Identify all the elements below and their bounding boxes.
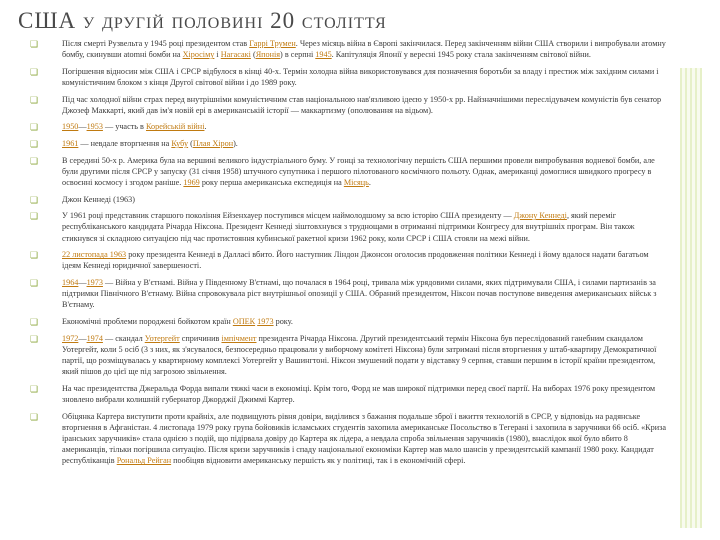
item-text: Економічні проблеми породжені бойкотом країн: [62, 316, 233, 326]
item-text: —: [78, 122, 87, 132]
bullet-icon: ❏: [30, 39, 39, 49]
item-text: Погіршення відносин між США і СРСР відбулося в кінці 40-х. Термін холодна війна використовувався для позначення боротьби за владу і престиж між західним силами і комуністичним блоком з кінця Другої світової війни і до 1989 року.: [62, 66, 659, 87]
text-link[interactable]: Гаррі Трумен: [249, 39, 296, 48]
item-text: (: [250, 50, 256, 60]
list-item: [28, 210, 668, 244]
item-text: (: [188, 138, 193, 148]
item-text: Обіцянка Картера виступити проти крайніх, але подвищують рівня довіри, виділився з бажання подальше зброї і вжиття технологій в СРСР, у відповідь на радянське вторгнення в Афганістан. 4 листопада 1979 року група бойовиків ісламських студентів захопила американське Посольство в Тегерані і захопила в заручники 66 осіб. «Криза іранських заручників» стала однією з подій, що підірвала довіру до Картера як лідера, а невдала спроба звільнення заручників (1980), внаслідок якої було вбито 8 американців, тільки погіршила ситуацію. Після кризи заручників і спаду національної економіки Картер мав мало шансів у президентській кампанії 1980 року. Кандидат республіканців: [62, 411, 666, 466]
text-link[interactable]: імпічмент: [221, 333, 257, 343]
text-link[interactable]: Кубу: [171, 138, 189, 148]
text-link[interactable]: 1972: [62, 333, 79, 343]
text-link[interactable]: Плая Хірон: [192, 138, 234, 148]
bullet-icon: ❏: [30, 138, 39, 149]
bullet-icon: ❏: [30, 277, 39, 288]
text-link[interactable]: ОПЕК: [232, 316, 256, 326]
text-link[interactable]: Джону Кеннеді: [513, 211, 567, 221]
text-link[interactable]: Хіросіму: [182, 50, 215, 60]
item-text: Під час холодної війни страх перед внутрішніми комуністичним став національною нав'язливою ідеєю у 1950-х рр. Найзначнішими переслідувачем комуністів був сенатор Джозеф Маккарті, який дав ім'я новій ері в американській історії — маккартизму (ополювання на відьом).: [62, 94, 662, 115]
text-link[interactable]: Нагасакі: [220, 50, 251, 60]
page-title: США у другій половині 20 століття: [18, 8, 387, 33]
text-link[interactable]: Уотергейт: [144, 333, 180, 343]
item-text: — невдале вторгнення на: [78, 138, 172, 148]
text-link[interactable]: 1945: [315, 50, 332, 60]
bullet-icon: ❏: [30, 250, 39, 261]
item-text: Джон Кеннеді (1963): [62, 194, 135, 204]
bullet-icon: ❏: [30, 94, 39, 105]
bullet-icon: ❏: [30, 383, 39, 394]
item-text: ) в серпні: [280, 50, 316, 60]
text-link[interactable]: 1973: [86, 277, 103, 287]
text-link[interactable]: Місяць: [343, 177, 369, 187]
text-link[interactable]: 1973: [257, 316, 274, 326]
bullet-icon: ❏: [30, 122, 39, 133]
item-text: року.: [273, 316, 293, 326]
item-text: В середині 50-х р. Америка була на вершині великого індустріального буму. У гонці за технологічну першість США першими провели випробування водневої бомби, але були другими після СРСР у запуску (31 січня 1958) штучного супутника і першого пілотованого космічного польоту. Однак, американці домоглися швидкого прогресу в освоєнні космосу і згодом раніше.: [62, 155, 655, 187]
item-text: пообіцяв відновити американську першість як у політиці, так і в економічній сфері.: [171, 456, 466, 466]
item-text: Після смерті Рузвельта у 1945 році президентом став: [62, 39, 250, 48]
item-text: . Через місяць війна в Європі закінчилася. Перед закінченням війни США створили і випробували атомну бомбу, скинувши atomні бомби на: [62, 39, 666, 60]
list-item: [28, 121, 668, 132]
list-item: [28, 277, 668, 311]
list-item: [28, 194, 668, 205]
list-item: [28, 249, 668, 271]
decorative-stripe: [680, 68, 702, 528]
list-item: [28, 411, 668, 467]
bullet-icon: ❏: [30, 411, 39, 422]
list-item: [28, 316, 668, 327]
item-text: —: [78, 333, 87, 343]
item-text: —: [78, 277, 87, 287]
item-text: президента Річарда Ніксона. Другий президентський термін Ніксона був переслідований ганебним скандалом Уотергейт, коли 5 осіб (3 з них, як з'ясувалося, безпосередньо працювали у виборчому комітеті Ніксона) були затримані після вторгнення у штаб-квартиру Демократичної партії, що розміщувалась у квартирному комплексі Уотергейт у Вашингтоні. Ніксон змушений подати у відставку 9 серпня, ставши першим в історії країни президентом, який пішов до цієї ще під загрозою звільнення.: [62, 333, 657, 377]
item-text: . Капітуляція Японії у вересні 1945 року стала закінченням світової війни.: [331, 50, 591, 60]
text-link[interactable]: Рональд Рейган: [116, 456, 172, 466]
item-text: , який переміг республіканського кандидата Річарда Ніксона. Президент Кеннеді зіштовхнувся з труднощами в отриманні підтримки Конгресу для внутрішніх програм. Він також стикнувся зі складною ситуацією під час протистояння кубинської ракетної кризи 1962 року, коли СРСР і США стояли на межі війни.: [62, 211, 635, 243]
text-link[interactable]: 1969: [183, 177, 200, 187]
bullet-icon: ❏: [30, 333, 39, 344]
item-text: і: [214, 50, 221, 60]
list-item: [28, 383, 668, 405]
item-text: На час президентства Джеральда Форда випали тяжкі часи в економіці. Крім того, Форд не мав широкої підтримки перед своєї партії. На виборах 1976 року президентом зновлено вибрали колишній губернатор Джорджії Джиммі Картер.: [62, 383, 656, 404]
item-text: — Війна у В'єтнамі. Війна у Південному В'єтнамі, що почалася в 1964 році, тривала між урядовими силами, яких підтримували США, і силами партизанів за підтримки Північного В'єтнаму. Війна спровокувала ріст внутрішньої опозиції у США. Обраний президентом, Ніксон почав поступове виведення американських військ з В'єтнаму.: [62, 277, 657, 310]
item-text: .: [204, 122, 207, 132]
item-text: року президента Кеннеді в Далласі вбито. Його наступник Ліндон Джонсон оголосив продовження політики Кеннеді і йому вдалося надати багатьом ідеям Кеннеді юридичної завершеності.: [62, 250, 649, 271]
list-item: [28, 94, 668, 116]
text-link[interactable]: 1953: [86, 122, 103, 132]
list-item: [28, 138, 668, 149]
bullet-icon: ❏: [30, 316, 39, 327]
text-link[interactable]: Корейській війні: [145, 122, 205, 132]
bullet-icon: ❏: [30, 211, 39, 222]
text-link[interactable]: 1961: [62, 138, 79, 148]
text-link[interactable]: 1974: [86, 333, 103, 343]
item-text: .: [368, 177, 371, 187]
bullet-icon: ❏: [30, 66, 39, 77]
list-item: [28, 38, 668, 60]
item-text: спричинив: [179, 333, 222, 343]
item-text: ).: [233, 138, 238, 148]
bullet-icon: ❏: [30, 155, 39, 166]
item-text: — участь в: [102, 122, 146, 132]
text-link[interactable]: 22 листопада 1963: [62, 250, 127, 260]
text-link[interactable]: 1964: [62, 277, 79, 287]
text-link[interactable]: 1950: [62, 122, 79, 132]
text-link[interactable]: Японія: [255, 50, 281, 60]
bullet-list: [28, 38, 668, 472]
list-item: [28, 155, 668, 189]
item-text: року перша американська експедиція на: [199, 177, 344, 187]
list-item: [28, 333, 668, 378]
list-item: [28, 66, 668, 88]
bullet-icon: ❏: [30, 194, 39, 205]
item-text: — скандал: [102, 333, 145, 343]
item-text: У 1961 році представник старшого покоління Ейзенхауер поступився місцем наймолодшому за всю історію США президенту —: [62, 211, 514, 221]
